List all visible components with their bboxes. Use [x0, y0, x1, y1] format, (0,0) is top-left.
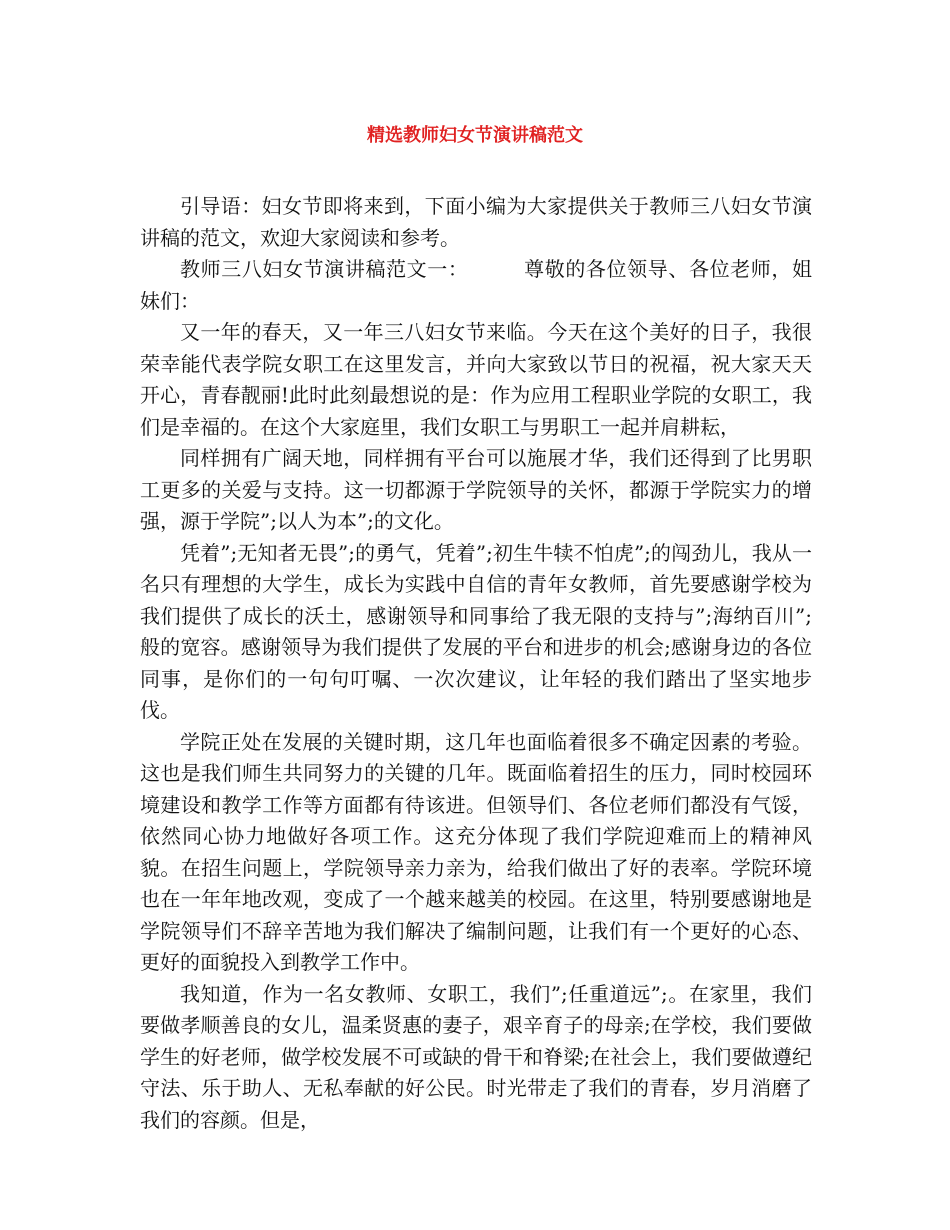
document-title: 精选教师妇女节演讲稿范文	[367, 125, 583, 146]
document-body	[140, 191, 812, 1136]
intro-paragraph: 引导语：妇女节即将来到，下面小编为大家提供关于教师三八妇女节演讲稿的范文，欢迎大家阅读和参考。	[140, 194, 812, 250]
body-paragraph: 我知道，作为一名女教师、女职工，我们”;任重道远”;。在家里，我们要做孝顺善良的女儿，温柔贤惠的妻子，艰辛育子的母亲;在学校，我们要做学生的好老师，做学校发展不可或缺的骨干和脊梁;在社会上，我们要做遵纪守法、乐于助人、无私奉献的好公民。时光带走了我们的青春，岁月消磨了我们的容颜。但是，	[140, 981, 812, 1132]
body-paragraph: 同样拥有广阔天地，同样拥有平台可以施展才华，我们还得到了比男职工更多的关爱与支持。这一切都源于学院领导的关怀，都源于学院实力的增强，源于学院”;以人为本”;的文化。	[140, 446, 812, 533]
salutation: 尊敬的各位领导、各位老师，姐妹们：	[140, 257, 812, 313]
body-paragraph: 学院正处在发展的关键时期，这几年也面临着很多不确定因素的考验。这也是我们师生共同努力的关键的几年。既面临着招生的压力，同时校园环境建设和教学工作等方面都有待该进。但领导们、各位老师们都没有气馁，依然同心协力地做好各项工作。这充分体现了我们学院迎难而上的精神风貌。在招生问题上，学院领导亲力亲为，给我们做出了好的表率。学院环境也在一年年地改观，变成了一个越来越美的校园。在这里，特别要感谢地是学院领导们不辞辛苦地为我们解决了编制问题，让我们有一个更好的心态、更好的面貌投入到教学工作中。	[140, 729, 812, 974]
body-paragraph: 又一年的春天，又一年三八妇女节来临。今天在这个美好的日子，我很荣幸能代表学院女职工在这里发言，并向大家致以节日的祝福，祝大家天天开心，青春靓丽!此时此刻最想说的是：作为应用工程职业学院的女职工，我们是幸福的。在这个大家庭里，我们女职工与男职工一起并肩耕耘，	[140, 320, 812, 439]
speech-heading: 教师三八妇女节演讲稿范文一：	[180, 257, 469, 281]
body-paragraph: 凭着”;无知者无畏”;的勇气，凭着”;初生牛犊不怕虎”;的闯劲儿，我从一名只有理想的大学生，成长为实践中自信的青年女教师，首先要感谢学校为我们提供了成长的沃土，感谢领导和同事给了我无限的支持与”;海纳百川”;般的宽容。感谢领导为我们提供了发展的平台和进步的机会;感谢身边的各位同事，是你们的一句句叮嘱、一次次建议，让年轻的我们踏出了坚实地步伐。	[140, 540, 812, 722]
speech-heading-line	[140, 254, 812, 317]
